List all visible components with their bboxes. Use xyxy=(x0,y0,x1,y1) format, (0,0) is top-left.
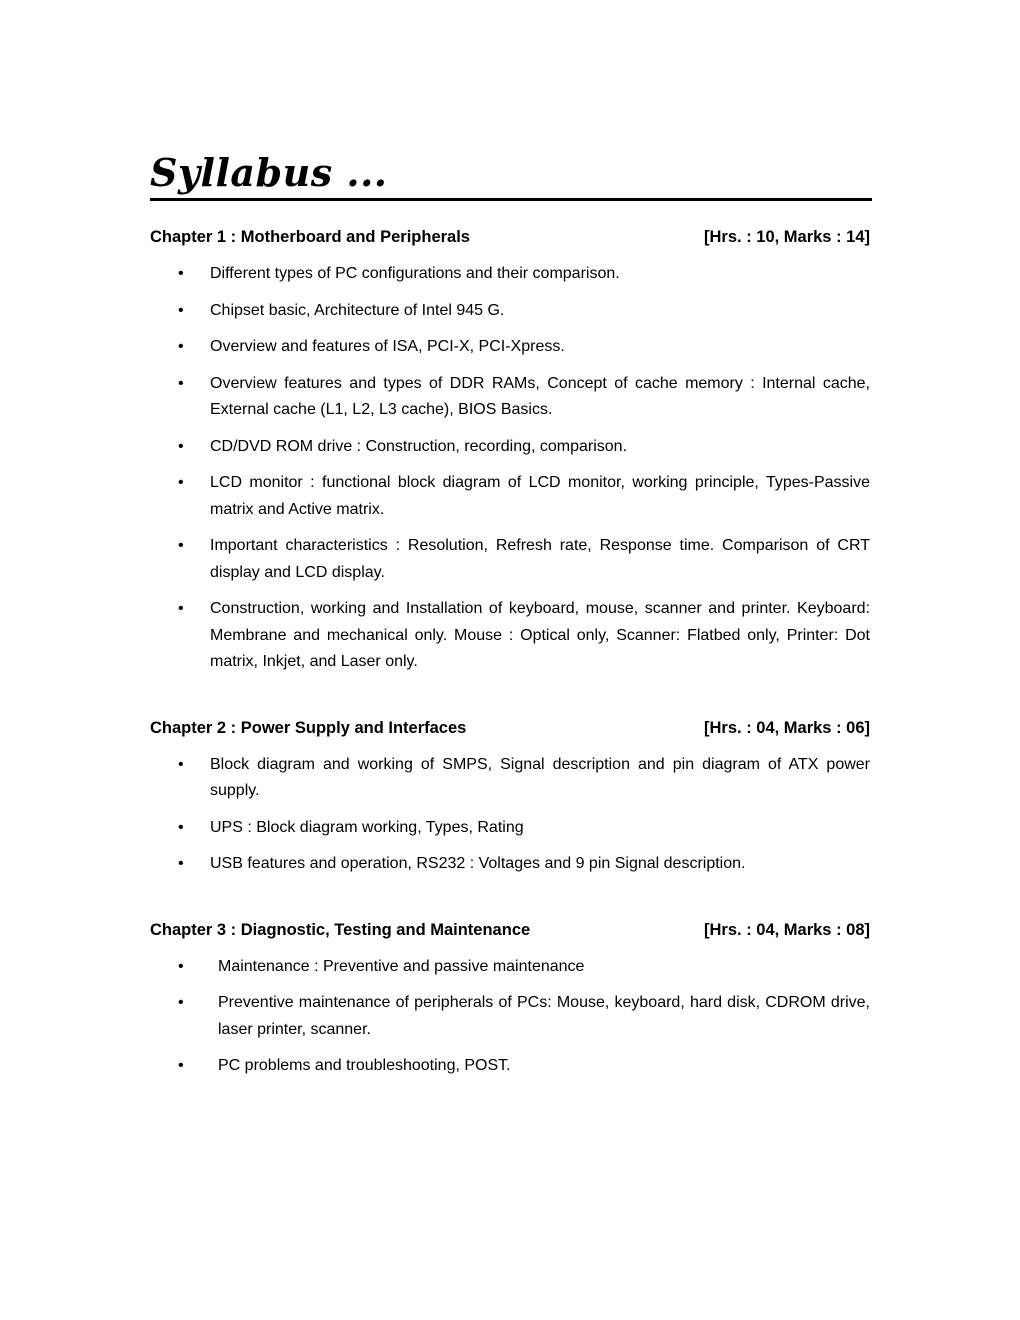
bullet-icon: • xyxy=(178,818,184,836)
list-item xyxy=(150,533,872,586)
chapter-3-section xyxy=(150,920,872,1080)
bullet-icon: • xyxy=(178,537,184,554)
bullet-icon: • xyxy=(178,755,184,773)
chapter-2-section xyxy=(150,718,872,878)
title-underline-divider xyxy=(150,198,872,201)
bullet-icon: • xyxy=(178,437,184,455)
list-item xyxy=(150,434,872,461)
list-item-text: Construction, working and Installation of keyboard, mouse, scanner and printer. Keyboard: Membrane and mechanical only. Mouse : Optical only, Scanner: Flatbed only, Printer: Dot matrix, Inkjet, and Laser only. xyxy=(210,600,870,670)
list-item xyxy=(150,990,872,1043)
list-item xyxy=(150,1053,872,1080)
chapter-3-topic-list xyxy=(150,954,872,1080)
chapter-3-header xyxy=(150,920,872,940)
chapter-1-title: Chapter 1 : Motherboard and Peripherals xyxy=(150,228,470,246)
section-spacer xyxy=(150,686,872,718)
page-title: Syllabus ... xyxy=(150,150,388,195)
bullet-icon: • xyxy=(178,374,184,392)
chapter-1-header xyxy=(150,227,872,247)
bullet-icon: • xyxy=(178,1057,184,1074)
chapter-1-topic-list xyxy=(150,261,872,676)
list-item-text: LCD monitor : functional block diagram of LCD monitor, working principle, Types-Passive matrix and Active matrix. xyxy=(210,474,870,518)
bullet-icon: • xyxy=(178,265,184,282)
bullet-icon: • xyxy=(178,994,184,1011)
list-item xyxy=(150,470,872,523)
list-item xyxy=(150,752,872,805)
chapter-2-title: Chapter 2 : Power Supply and Interfaces xyxy=(150,718,467,737)
list-item-text: Maintenance : Preventive and passive maintenance xyxy=(218,957,585,975)
list-item-text: CD/DVD ROM drive : Construction, recording, comparison. xyxy=(210,437,628,455)
list-item-text: Block diagram and working of SMPS, Signal description and pin diagram of ATX power supply. xyxy=(210,755,870,799)
list-item xyxy=(150,298,872,325)
chapter-3-title: Chapter 3 : Diagnostic, Testing and Maintenance xyxy=(150,920,531,939)
list-item xyxy=(150,954,872,981)
bullet-icon: • xyxy=(178,600,184,617)
chapter-2-topic-list xyxy=(150,752,872,878)
list-item xyxy=(150,334,872,361)
list-item xyxy=(150,371,872,424)
list-item xyxy=(150,851,872,878)
syllabus-page xyxy=(150,150,872,1090)
list-item xyxy=(150,815,872,842)
bullet-icon: • xyxy=(178,301,184,319)
list-item-text: USB features and operation, RS232 : Voltages and 9 pin Signal description. xyxy=(210,855,746,872)
bullet-icon: • xyxy=(178,474,184,491)
list-item-text: Overview and features of ISA, PCI-X, PCI-Xpress. xyxy=(210,338,565,355)
list-item-text: Different types of PC configurations and their comparison. xyxy=(210,265,620,282)
list-item xyxy=(150,596,872,676)
bullet-icon: • xyxy=(178,338,184,355)
list-item-text: PC problems and troubleshooting, POST. xyxy=(218,1057,511,1074)
chapter-2-header xyxy=(150,718,872,738)
list-item xyxy=(150,261,872,288)
chapter-1-section xyxy=(150,227,872,676)
chapter-1-hours-marks: [Hrs. : 10, Marks : 14] xyxy=(704,228,870,246)
list-item-text: Preventive maintenance of peripherals of PCs: Mouse, keyboard, hard disk, CDROM drive, laser printer, scanner. xyxy=(218,994,870,1038)
bullet-icon: • xyxy=(178,855,184,872)
chapter-2-hours-marks: [Hrs. : 04, Marks : 06] xyxy=(704,718,870,737)
chapter-3-hours-marks: [Hrs. : 04, Marks : 08] xyxy=(704,920,870,939)
list-item-text: UPS : Block diagram working, Types, Rating xyxy=(210,818,524,836)
section-spacer xyxy=(150,888,872,920)
list-item-text: Overview features and types of DDR RAMs, Concept of cache memory : Internal cache, External cache (L1, L2, L3 cache), BIOS Basics. xyxy=(210,374,870,418)
list-item-text: Important characteristics : Resolution, Refresh rate, Response time. Comparison of CRT display and LCD display. xyxy=(210,537,870,581)
list-item-text: Chipset basic, Architecture of Intel 945 G. xyxy=(210,301,505,319)
bullet-icon: • xyxy=(178,957,184,975)
